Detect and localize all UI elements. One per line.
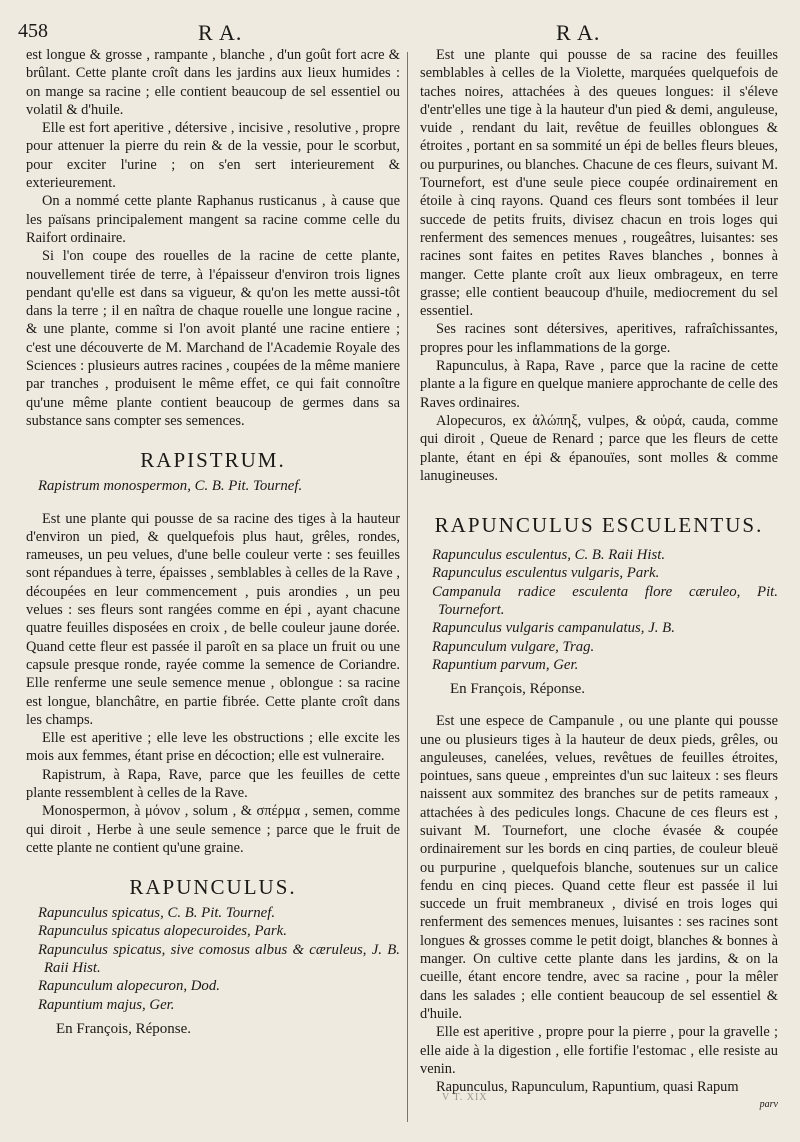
synonym-line: Rapunculus spicatus, sive comosus albus & cæruleus, J. B. Raii Hist. [38, 941, 400, 977]
catchword: parv [759, 1099, 778, 1111]
synonym-line: Rapunculus vulgaris campanulatus, J. B. [432, 620, 675, 637]
paragraph: Monospermon, à μόνον , solum , & σπέρμα , semen, comme qui diroit , Herbe à une seule semence ; parce que le fruit de cette plante ne contient qu'une graine. [26, 803, 400, 856]
french-name: En François, Réponse. [450, 681, 585, 698]
paragraph: Est une espece de Campanule , ou une plante qui pousse une ou plusieurs tiges à la hauteur de deux pieds, grêles, ou anguleuses, canelées, velues, revêtues de feuilles étroites, pointues, sans queue , empreintes d'un suc laiteux : ses fleurs naissent aux sommitez des branches sur de petits rameaux , attachées à des pedicules longs. Chacune de ces fleurs est , suivant M. Tournefort, une cloche évasée & coupée ordinairement sur les bords en cinq parties, de couleur bleuë ou purpurine , quelquefois blanche, soutenues sur un calice fendu en cinq pieces. Quand cette fleur est passée il lui succede un fruit membraneux , divisé en trois loges qui renferment des semences menues, luisantes : ses racines sont longues & grosses comme le petit doigt, blanches & bonnes à manger. On cultive cette plante dans les jardins, & on la cueille, étant encore tendre, avec sa racine , pour la mêler dans les salades ; elle contient beaucoup de sel essentiel & d'huile. [420, 713, 778, 1022]
paragraph: Rapunculus, Rapunculum, Rapuntium, quasi Rapum [436, 1079, 739, 1096]
section-title-rapunculus: RAPUNCULUS. [129, 875, 297, 900]
synonym-line: Campanula radice esculenta flore cæruleo, Pit. Tournefort. [432, 583, 778, 619]
synonym-list [420, 546, 778, 674]
paragraph: On a nommé cette plante Raphanus rusticanus , à cause que les païsans principalement mangent sa racine comme celle du Raifort ordinaire. [26, 193, 400, 246]
synonym-line: Rapunculus esculentus, C. B. Raii Hist. [432, 547, 666, 564]
paragraph: Rapunculus, à Rapa, Rave , parce que la racine de cette plante a la figure en quelque maniere approchante de celle des Raves ordinaires. [420, 358, 778, 411]
column-divider [407, 52, 408, 1122]
paragraph: Est une plante qui pousse de sa racine des tiges à la hauteur d'environ un pied, & quelquefois plus haut, grêles, rondes, rameuses, un peu velues, d'une belle couleur verte : ses feuilles sont répandues à terre, épaisses , semblables à celles de la Rave , découpées en leur commencement , puis arondies , un peu velues : ses fleurs sont rangées comme en épi , ayant chacune quatre feuilles disposées en croix , de belle couleur jaune dorée. Quand cette fleur est passée il paroît en sa place un fruit ou une capsule presque ronde, rayée comme la semence de Coriandre. Elle renferme une seule semence menue , oblongue : sa racine est longue, blanchâtre, en partie fibrée. Cette plante croît dans les champs. [26, 510, 400, 728]
page-number: 458 [18, 20, 48, 42]
paragraph: Rapistrum, à Rapa, Rave, parce que les feuilles de cette plante ressemblent à celles de la Rave. [26, 766, 400, 801]
running-head-left: R A. [198, 20, 243, 45]
synonym-line: Rapunculus spicatus alopecuroides, Park. [38, 923, 287, 940]
paragraph: Elle est aperitive , propre pour la pierre , pour la gravelle ; elle aide à la digestion , elle fortifie l'estomac , elle resiste au venin. [420, 1024, 778, 1077]
paragraph: Ses racines sont détersives, aperitives, rafraîchissantes, propres pour les inflammations de la gorge. [420, 321, 778, 356]
synonym-list [26, 904, 400, 1014]
section-title-rapistrum: RAPISTRUM. [140, 448, 286, 473]
paragraph: Est une plante qui pousse de sa racine des feuilles semblables à celles de la Violette, marquées quelquefois de taches noires, attachées à des queues longues: il s'éleve d'entr'elles une tige à la hauteur d'un pied & demi, anguleuse, vuide , rendant du lait, revêtue de feuilles oblongues & étroites , portant en sa sommité un épi de belles fleurs bleues, ou purpurines, ou blanches. Chacune de ces fleurs, suivant M. Tournefort, est d'une seule piece coupée ordinairement en étoile à cinq rayons. Quand ces fleurs sont tombées il leur succede de petits fruits, divisez chacun en trois loges qui renferment des semences menues , rougeâtres, luisantes: ses racines sont faites en petites Raves blanches , bonnes à manger. Cette plante croît aux lieux ombrageux, en terre grasse; elle contient beaucoup d'huile, mediocrement du sel essentiel. [420, 47, 778, 320]
left-column [26, 46, 400, 1038]
signature-mark: V T. XIX [442, 1092, 488, 1103]
synonym-line: Rapunculum alopecuron, Dod. [38, 978, 220, 995]
section-title-rapunculus-esculentus: RAPUNCULUS ESCULENTUS. [434, 513, 764, 538]
synonym-line: Rapuntium majus, Ger. [38, 996, 175, 1013]
synonym-line: Rapunculus spicatus, C. B. Pit. Tournef. [38, 905, 276, 922]
running-head-right: R A. [556, 20, 601, 45]
synonym-line: Rapunculus esculentus vulgaris, Park. [432, 565, 660, 582]
synonym-line: Rapunculum vulgare, Trag. [432, 638, 595, 655]
paragraph: Alopecuros, ex ἀλώπηξ, vulpes, & οὐρά, cauda, comme qui diroit , Queue de Renard ; parce que les fleurs de cette plante, étant en épi & épanouïes, sont molles & comme lanugineuses. [420, 412, 778, 484]
paragraph: Elle est fort aperitive , détersive , incisive , resolutive , propre pour attenuer la pierre du rein & de la vessie, pour le scorbut, pour exciter l'urine ; on s'en sert interieurement & exterieurement. [26, 120, 400, 192]
paragraph: Elle est aperitive ; elle leve les obstructions ; elle excite les mois aux femmes, étant prise en décoction; elle est vulneraire. [26, 730, 400, 765]
paragraph: est longue & grosse , rampante , blanche , d'un goût fort acre & brûlant. Cette plante croît dans les jardins aux lieux humides : on mange sa racine ; elle contient beaucoup de sel essentiel ou volatil & d'huile. [26, 47, 400, 118]
synonym-line: Rapuntium parvum, Ger. [432, 656, 579, 673]
french-name: En François, Réponse. [56, 1020, 191, 1037]
synonym-line: Rapistrum monospermon, C. B. Pit. Tournef. [38, 478, 303, 495]
paragraph: Si l'on coupe des rouelles de la racine de cette plante, nouvellement tirée de terre, à l'épaisseur d'environ trois lignes pendant qu'elle est dans sa vigueur, & qu'on les mette aussi-tôt dans la terre ; il en naîtra de chaque rouelle une longue racine , & une plante, comme si l'on avoit planté une racine entiere ; c'est une découverte de M. Marchand de l'Academie Royale des Sciences : plusieurs autres racines , coupées de la même maniere par tranches , produisent le même effet, ce qui fait connoître qu'une même plante contient beaucoup de germes dans sa substance sans compter ses semences. [26, 248, 400, 429]
right-column [420, 46, 778, 1115]
